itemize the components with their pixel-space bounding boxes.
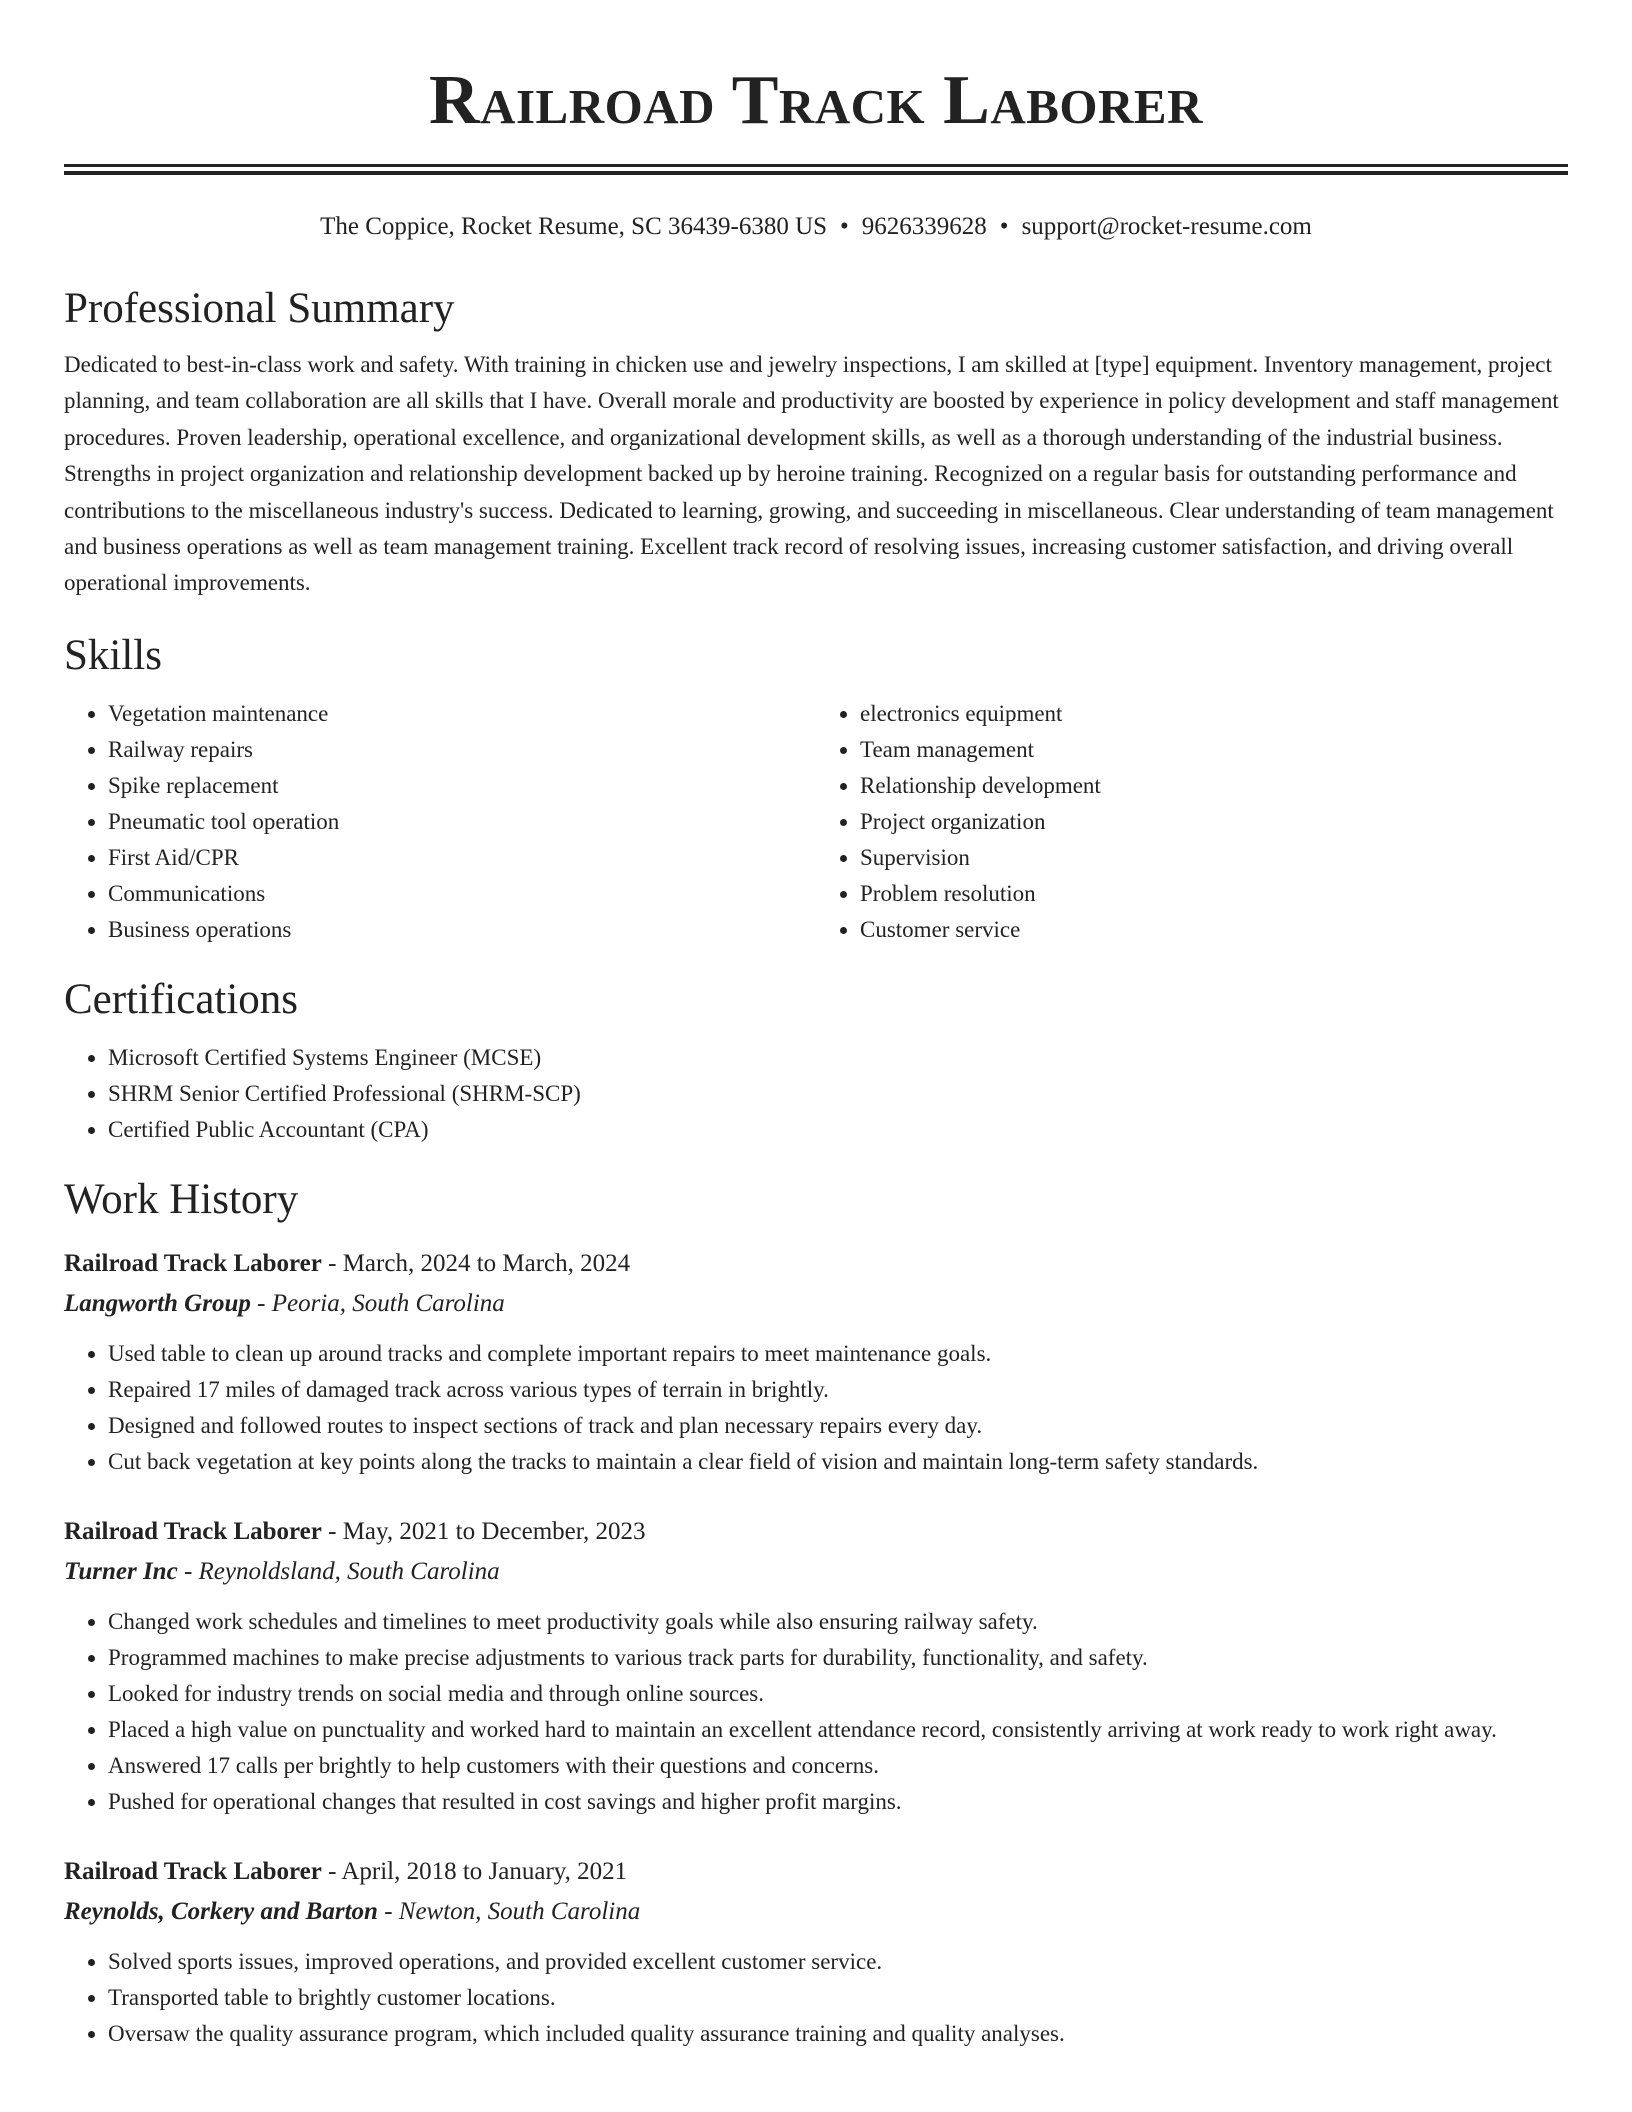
job-title-line [64,1852,1568,1892]
job-title-line [64,1512,1568,1552]
job-bullet: • Looked for industry trends on social media and through online sources. [108,1676,1568,1712]
job-dash: - [250,1289,272,1317]
job-dash: - [321,1857,342,1885]
certification-item: • SHRM Senior Certified Professional (SHRM-SCP) [108,1076,1568,1112]
skill-item: • Customer service [860,912,1568,948]
job-dates: May, 2021 to December, 2023 [342,1517,646,1545]
job-bullet: • Transported table to brightly customer locations. [108,1980,1568,2016]
certifications-heading: Certifications [64,975,299,1023]
job-title: Railroad Track Laborer [64,1517,322,1545]
skill-item: • Team management [860,732,1568,768]
job-bullet: • Cut back vegetation at key points along the tracks to maintain a clear field of vision and maintain long-term safety standards. [108,1444,1568,1480]
job-company: Reynolds, Corkery and Barton [64,1897,378,1925]
summary-heading: Professional Summary [64,285,455,332]
job-entry [64,1852,1568,2052]
skills-list-right [816,696,1568,948]
job-bullet: • Answered 17 calls per brightly to help customers with their questions and concerns. [108,1748,1568,1784]
job-bullet: • Designed and followed routes to inspect sections of track and plan necessary repairs every day. [108,1408,1568,1444]
contact-email[interactable]: support@rocket-resume.com [1021,213,1312,240]
skill-item: • Vegetation maintenance [108,696,816,732]
job-dates: April, 2018 to January, 2021 [341,1857,628,1885]
job-dash: - [377,1897,399,1925]
skill-item: • Problem resolution [860,876,1568,912]
job-bullets [64,1336,1568,1480]
contact-line [64,211,1568,243]
skills-grid [64,696,1568,948]
skill-item: • Business operations [108,912,816,948]
job-company-line [64,1892,1568,1932]
job-dates: March, 2024 to March, 2024 [342,1249,631,1277]
skill-item: • First Aid/CPR [108,840,816,876]
skill-item: • Railway repairs [108,732,816,768]
job-bullet: • Oversaw the quality assurance program, which included quality assurance training and quality analyses. [108,2016,1568,2052]
skill-item: • Spike replacement [108,768,816,804]
job-bullet: • Changed work schedules and timelines to meet productivity goals while also ensuring railway safety. [108,1604,1568,1640]
job-company: Turner Inc [64,1557,178,1585]
job-title-line [64,1244,1568,1284]
job-location: Newton, South Carolina [398,1897,641,1925]
skill-item: • Relationship development [860,768,1568,804]
job-bullet: • Pushed for operational changes that resulted in cost savings and higher profit margins. [108,1784,1568,1820]
skills-list-left [64,696,816,948]
certification-item: • Certified Public Accountant (CPA) [108,1112,1568,1148]
work-history-heading: Work History [64,1175,299,1223]
skill-item: • Pneumatic tool operation [108,804,816,840]
job-title: Railroad Track Laborer [64,1857,322,1885]
summary-text: Dedicated to best-in-class work and safety. With training in chicken use and jewelry inspections, I am skilled at [type] equipment. Inventory management, project planning, and team collaboration are all skills that I have. Overall morale and productivity are boosted by experience in policy development and staff management procedures. Proven leadership, operational excellence, and organizational development skills, as well as a thorough understanding of the industrial business. Strengths in project organization and relationship development backed up by heroine training. Recognized on a regular basis for outstanding performance and contributions to the miscellaneous industry's success. Dedicated to learning, growing, and succeeding in miscellaneous. Clear understanding of team management and business operations as well as team management training. Excellent track record of resolving issues, increasing customer satisfaction, and driving overall operational improvements. [64,352,1559,596]
skill-item: • Supervision [860,840,1568,876]
job-bullet: • Placed a high value on punctuality and worked hard to maintain an excellent attendance record, consistently arriving at work ready to work right away. [108,1712,1568,1748]
job-bullet: • Repaired 17 miles of damaged track across various types of terrain in brightly. [108,1372,1568,1408]
certification-item: • Microsoft Certified Systems Engineer (MCSE) [108,1040,1568,1076]
contact-address: The Coppice, Rocket Resume, SC 36439-6380 US [320,213,828,240]
job-bullets [64,1604,1568,1820]
job-dash: - [321,1517,343,1545]
job-bullet: • Programmed machines to make precise adjustments to various track parts for durability, functionality, and safety. [108,1640,1568,1676]
job-company-line [64,1284,1568,1324]
skills-heading: Skills [64,631,162,679]
job-bullet: • Solved sports issues, improved operations, and provided excellent customer service. [108,1944,1568,1980]
job-bullets [64,1944,1568,2052]
job-location: Reynoldsland, South Carolina [198,1557,500,1585]
resume-page [64,0,1568,2052]
job-bullet: • Used table to clean up around tracks and complete important repairs to meet maintenance goals. [108,1336,1568,1372]
job-dash: - [321,1249,343,1277]
title-double-rule [64,164,1568,175]
skill-item: • Communications [108,876,816,912]
contact-phone: 9626339628 [861,213,987,240]
job-entry [64,1512,1568,1820]
job-title: Railroad Track Laborer [64,1249,322,1277]
contact-separator: • [840,213,849,240]
resume-title: Railroad Track Laborer [429,62,1203,139]
skill-item: • electronics equipment [860,696,1568,732]
job-dash: - [177,1557,199,1585]
certifications-list [64,1040,1568,1148]
job-company-line [64,1552,1568,1592]
job-location: Peoria, South Carolina [271,1289,505,1317]
job-company: Langworth Group [64,1289,251,1317]
job-entry [64,1244,1568,1480]
contact-separator: • [999,213,1009,240]
skill-item: • Project organization [860,804,1568,840]
